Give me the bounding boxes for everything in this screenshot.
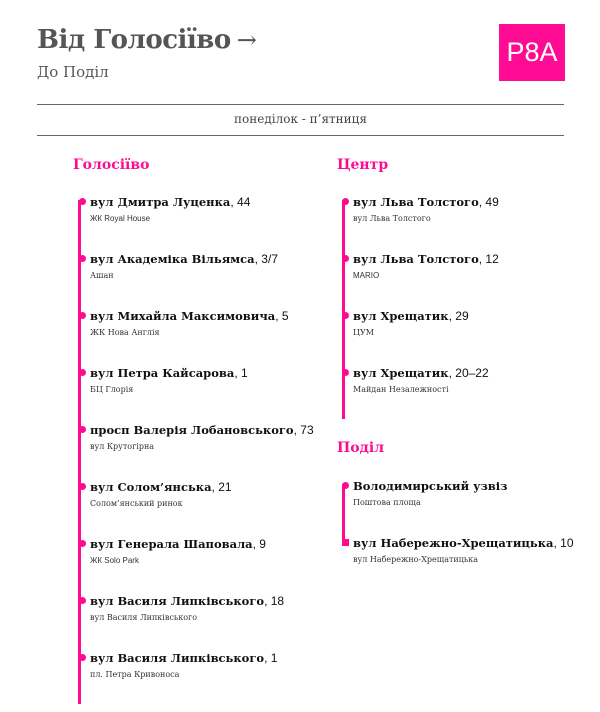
stop-landmark: ЖК Нова Англія <box>90 328 160 337</box>
stop-landmark: MARIO <box>353 271 380 280</box>
stop-item <box>90 479 232 508</box>
stop-landmark: вул Крутогірна <box>90 442 155 451</box>
route-number-badge: P8A <box>499 24 565 81</box>
stop-dot-icon <box>342 198 349 205</box>
stop-name: вул Петра Кайсарова, 1 <box>90 366 248 380</box>
stop-dot-icon <box>342 369 349 376</box>
stop-landmark: вул Набережно-Хрещатицька <box>353 555 478 564</box>
stop-name: Володимирський узвіз <box>353 479 508 493</box>
stop-landmark: ЖК Royal House <box>90 214 151 223</box>
arrow-right-icon: → <box>236 26 257 54</box>
stop-landmark: Поштова площа <box>353 498 421 507</box>
route-line-tsentr <box>342 200 345 419</box>
stop-name: вул Генерала Шаповала, 9 <box>90 537 266 551</box>
stop-item <box>90 650 277 679</box>
stop-name: просп Валерія Лобановського, 73 <box>90 423 314 437</box>
stop-dot-icon <box>79 255 86 262</box>
stop-item <box>90 422 314 451</box>
stop-name: вул Михайла Максимовича, 5 <box>90 309 289 323</box>
stop-name: вул Академіка Вільямса, 3/7 <box>90 252 278 266</box>
origin-label: Від Голосіїво <box>37 25 231 55</box>
stop-landmark: БЦ Глорія <box>90 385 134 394</box>
stop-name: вул Льва Толстого, 49 <box>353 195 499 209</box>
stop-landmark: пл. Петра Кривоноса <box>90 670 180 679</box>
stop-name: вул Льва Толстого, 12 <box>353 252 499 266</box>
stop-item <box>353 478 508 507</box>
terminal-square-icon <box>342 539 349 546</box>
stop-name: вул Дмитра Луценка, 44 <box>90 195 251 209</box>
stop-item <box>90 536 266 565</box>
stop-item <box>353 308 469 337</box>
divider-bottom <box>37 135 564 136</box>
stop-dot-icon <box>79 483 86 490</box>
stop-name: вул Василя Липківського, 18 <box>90 594 285 608</box>
stop-dot-icon <box>79 312 86 319</box>
stop-dot-icon <box>79 540 86 547</box>
stop-name: вул Солом’янська, 21 <box>90 480 232 494</box>
stop-landmark: Майдан Незалежності <box>353 385 449 394</box>
stop-dot-icon <box>79 597 86 604</box>
schedule-days: понеділок - п’ятниця <box>234 112 367 126</box>
stop-dot-icon <box>342 255 349 262</box>
stop-landmark: вул Льва Толстого <box>353 214 431 223</box>
section-title-holosiivo: Голосіїво <box>73 157 150 173</box>
stop-dot-icon <box>79 198 86 205</box>
stop-item <box>353 194 499 223</box>
section-title-tsentr: Центр <box>337 157 389 173</box>
route-line-holosiivo <box>78 200 81 704</box>
stop-name: вул Набережно-Хрещатицька, 10 <box>353 536 574 550</box>
stop-item <box>353 535 574 564</box>
destination-label: До Поділ <box>37 63 109 81</box>
stop-landmark: Ашан <box>90 271 114 280</box>
stop-dot-icon <box>79 654 86 661</box>
stop-dot-icon <box>79 369 86 376</box>
stop-dot-icon <box>342 482 349 489</box>
route-line-podil <box>342 484 345 542</box>
stop-item <box>353 365 489 394</box>
stop-landmark: вул Василя Липківського <box>90 613 198 622</box>
stop-landmark: ЖК Solo Park <box>90 556 139 565</box>
divider-top <box>37 104 564 105</box>
stop-item <box>90 251 278 280</box>
stop-dot-icon <box>79 426 86 433</box>
stop-dot-icon <box>342 312 349 319</box>
section-title-podil: Поділ <box>337 440 385 456</box>
stop-landmark: ЦУМ <box>353 328 374 337</box>
stop-name: вул Василя Липківського, 1 <box>90 651 278 665</box>
stop-name: вул Хрещатик, 20–22 <box>353 366 489 380</box>
stop-landmark: Солом’янський ринок <box>90 499 183 508</box>
route-direction-title <box>37 25 256 55</box>
stop-item <box>90 593 284 622</box>
stop-item <box>90 308 289 337</box>
stop-item <box>353 251 499 280</box>
stop-name: вул Хрещатик, 29 <box>353 309 469 323</box>
stop-item <box>90 194 250 223</box>
stop-item <box>90 365 248 394</box>
